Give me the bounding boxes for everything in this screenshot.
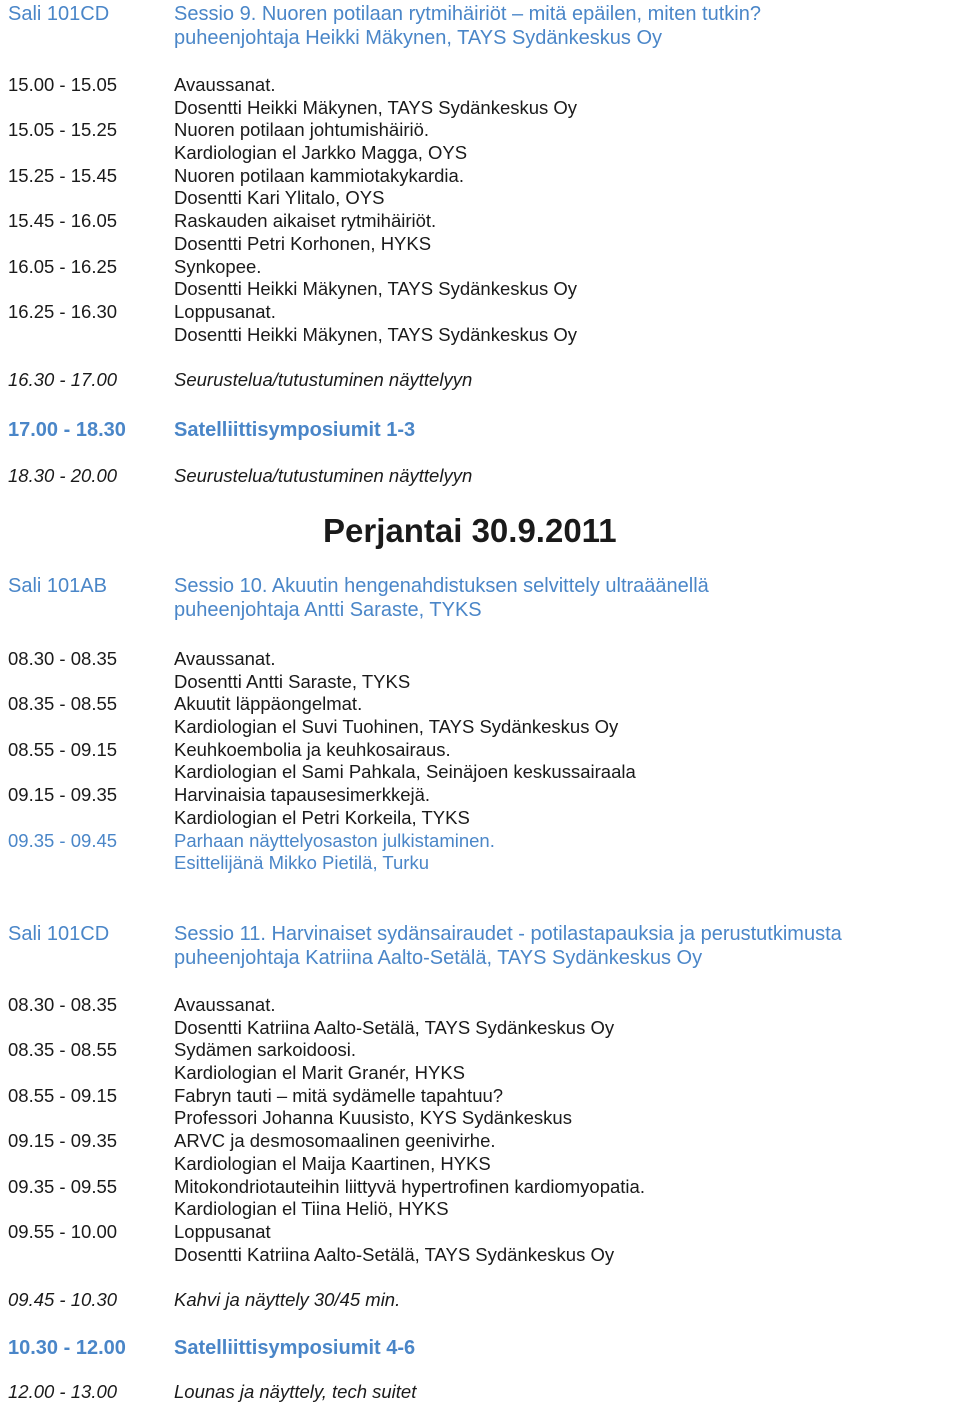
talk-title: Nuoren potilaan kammiotakykardia. [174, 164, 464, 186]
programme-row [0, 1039, 960, 1062]
programme-row [0, 256, 960, 279]
programme-row [0, 119, 960, 142]
talk-title: Loppusanat. [174, 300, 276, 322]
talk-title: Mitokondriotauteihin liittyvä hypertrofinen kardiomyopatia. [174, 1175, 645, 1197]
programme-row [0, 301, 960, 324]
room-label: Sali 101AB [8, 575, 107, 597]
session-header [0, 574, 960, 598]
time-slot: 08.30 - 08.35 [8, 648, 118, 669]
speaker: Dosentti Katriina Aalto-Setälä, TAYS Sydänkeskus Oy [174, 1243, 615, 1265]
session-title: Sessio 9. Nuoren potilaan rytmihäiriöt – mitä epäilen, miten tutkin? [174, 3, 761, 25]
coffee-row [0, 1289, 960, 1312]
speaker: Dosentti Heikki Mäkynen, TAYS Sydänkeskus Oy [174, 323, 578, 345]
break-title: Seurustelua/tutustuminen näyttelyyn [174, 465, 473, 486]
session-title: Sessio 11. Harvinaiset sydänsairaudet - potilastapauksia ja perustutkimusta [174, 923, 842, 945]
session-header [0, 2, 960, 26]
programme-row [0, 1062, 960, 1085]
session-chair-row [0, 946, 960, 970]
speaker: Professori Johanna Kuusisto, KYS Sydänkeskus [174, 1107, 572, 1129]
programme-row [0, 994, 960, 1017]
talk-title: Avaussanat. [174, 74, 276, 95]
session-10-items [0, 648, 960, 875]
session-chair-row [0, 26, 960, 50]
break-line [0, 369, 960, 392]
programme-row [0, 1085, 960, 1108]
programme-row [0, 97, 960, 120]
talk-title: Loppusanat [174, 1220, 271, 1242]
time-slot: 09.55 - 10.00 [8, 1220, 118, 1242]
talk-title: Avaussanat. [174, 648, 276, 669]
time-slot: 10.30 - 12.00 [8, 1337, 126, 1359]
speaker: Dosentti Heikki Mäkynen, TAYS Sydänkeskus Oy [174, 96, 578, 118]
session-9-items [0, 74, 960, 346]
programme-row [0, 761, 960, 784]
programme-row [0, 165, 960, 188]
lunch-row [0, 1381, 960, 1404]
time-slot: 08.35 - 08.55 [8, 1039, 118, 1061]
programme-row [0, 1107, 960, 1130]
satellite-line [0, 1336, 960, 1360]
session-11-block [0, 922, 960, 970]
talk-title: Parhaan näyttelyosaston julkistaminen. [174, 829, 495, 851]
programme-row [0, 784, 960, 807]
session-chair: puheenjohtaja Antti Saraste, TYKS [174, 599, 482, 621]
talk-title: Avaussanat. [174, 994, 276, 1015]
session-chair: puheenjohtaja Katriina Aalto-Setälä, TAYS Sydänkeskus Oy [174, 947, 703, 969]
programme-row [0, 74, 960, 97]
programme-row [0, 852, 960, 875]
programme-row [0, 807, 960, 830]
time-slot: 09.15 - 09.35 [8, 784, 118, 806]
programme-row [0, 830, 960, 853]
session-chair-row [0, 598, 960, 622]
speaker: Dosentti Heikki Mäkynen, TAYS Sydänkeskus Oy [174, 278, 578, 300]
time-slot: 08.55 - 09.15 [8, 1084, 118, 1106]
satellite-line [0, 418, 960, 442]
break-row [0, 465, 960, 488]
time-slot: 09.35 - 09.55 [8, 1175, 118, 1197]
time-slot: 15.45 - 16.05 [8, 210, 118, 232]
break-line [0, 1381, 960, 1404]
talk-title: Raskauden aikaiset rytmihäiriöt. [174, 210, 437, 232]
speaker: Kardiologian el Suvi Tuohinen, TAYS Sydänkeskus Oy [174, 716, 619, 738]
session-11-items [0, 994, 960, 1266]
talk-title: ARVC ja desmosomaalinen geenivirhe. [174, 1130, 496, 1152]
room-label: Sali 101CD [8, 3, 110, 25]
time-slot: 18.30 - 20.00 [8, 465, 118, 486]
session-9-block [0, 2, 960, 50]
programme-row [0, 1017, 960, 1040]
programme-row [0, 1244, 960, 1267]
speaker: Dosentti Petri Korhonen, HYKS [174, 232, 432, 254]
time-slot: 16.30 - 17.00 [8, 369, 118, 390]
speaker: Kardiologian el Tiina Heliö, HYKS [174, 1198, 449, 1220]
talk-title: Fabryn tauti – mitä sydämelle tapahtuu? [174, 1084, 504, 1106]
time-slot: 08.55 - 09.15 [8, 738, 118, 760]
talk-title: Harvinaisia tapausesimerkkejä. [174, 784, 431, 806]
time-slot: 09.35 - 09.45 [8, 829, 118, 851]
talk-title: Akuutit läppäongelmat. [174, 693, 363, 715]
talk-title: Sydämen sarkoidoosi. [174, 1039, 357, 1061]
time-slot: 08.35 - 08.55 [8, 693, 118, 715]
talk-title: Synkopee. [174, 255, 262, 277]
programme-row [0, 716, 960, 739]
time-slot: 08.30 - 08.35 [8, 994, 118, 1015]
break-title: Seurustelua/tutustuminen näyttelyyn [174, 369, 473, 390]
speaker: Kardiologian el Jarkko Magga, OYS [174, 142, 468, 164]
programme-row [0, 210, 960, 233]
speaker: Kardiologian el Marit Granér, HYKS [174, 1062, 465, 1084]
speaker: Kardiologian el Sami Pahkala, Seinäjoen keskussairaala [174, 761, 636, 783]
break-line [0, 465, 960, 488]
programme-row [0, 1198, 960, 1221]
programme-row [0, 1176, 960, 1199]
programme-row [0, 739, 960, 762]
break-title: Kahvi ja näyttely 30/45 min. [174, 1289, 401, 1310]
session-chair: puheenjohtaja Heikki Mäkynen, TAYS Sydänkeskus Oy [174, 27, 663, 49]
programme-row [0, 324, 960, 347]
programme-row [0, 693, 960, 716]
programme-row [0, 1153, 960, 1176]
time-slot: 16.25 - 16.30 [8, 300, 118, 322]
break-row [0, 369, 960, 392]
speaker: Dosentti Antti Saraste, TYKS [174, 670, 411, 692]
time-slot: 15.00 - 15.05 [8, 74, 118, 95]
session-title: Sessio 10. Akuutin hengenahdistuksen selvittely ultraäänellä [174, 575, 709, 597]
satellite-row [0, 1336, 960, 1360]
time-slot: 17.00 - 18.30 [8, 419, 126, 441]
speaker: Dosentti Katriina Aalto-Setälä, TAYS Sydänkeskus Oy [174, 1016, 615, 1038]
time-slot: 15.25 - 15.45 [8, 164, 118, 186]
time-slot: 16.05 - 16.25 [8, 255, 118, 277]
programme-row [0, 671, 960, 694]
satellite-row [0, 418, 960, 442]
speaker: Kardiologian el Petri Korkeila, TYKS [174, 806, 470, 828]
satellite-title: Satelliittisymposiumit 1-3 [174, 419, 416, 441]
programme-row [0, 142, 960, 165]
talk-title: Keuhkoembolia ja keuhkosairaus. [174, 738, 451, 760]
talk-title: Nuoren potilaan johtumishäiriö. [174, 119, 430, 141]
session-10-block [0, 574, 960, 622]
time-slot: 15.05 - 15.25 [8, 119, 118, 141]
break-title: Lounas ja näyttely, tech suitet [174, 1381, 417, 1402]
programme-row [0, 187, 960, 210]
speaker: Kardiologian el Maija Kaartinen, HYKS [174, 1152, 491, 1174]
room-label: Sali 101CD [8, 923, 110, 945]
time-slot: 09.15 - 09.35 [8, 1130, 118, 1152]
programme-row [0, 278, 960, 301]
break-line [0, 1289, 960, 1312]
satellite-title: Satelliittisymposiumit 4-6 [174, 1337, 416, 1359]
day-heading: Perjantai 30.9.2011 [323, 512, 617, 549]
session-header [0, 922, 960, 946]
programme-row [0, 233, 960, 256]
programme-row [0, 1221, 960, 1244]
speaker: Dosentti Kari Ylitalo, OYS [174, 187, 385, 209]
speaker: Esittelijänä Mikko Pietilä, Turku [174, 852, 429, 874]
time-slot: 09.45 - 10.30 [8, 1289, 118, 1310]
programme-row [0, 648, 960, 671]
time-slot: 12.00 - 13.00 [8, 1381, 118, 1402]
programme-row [0, 1130, 960, 1153]
